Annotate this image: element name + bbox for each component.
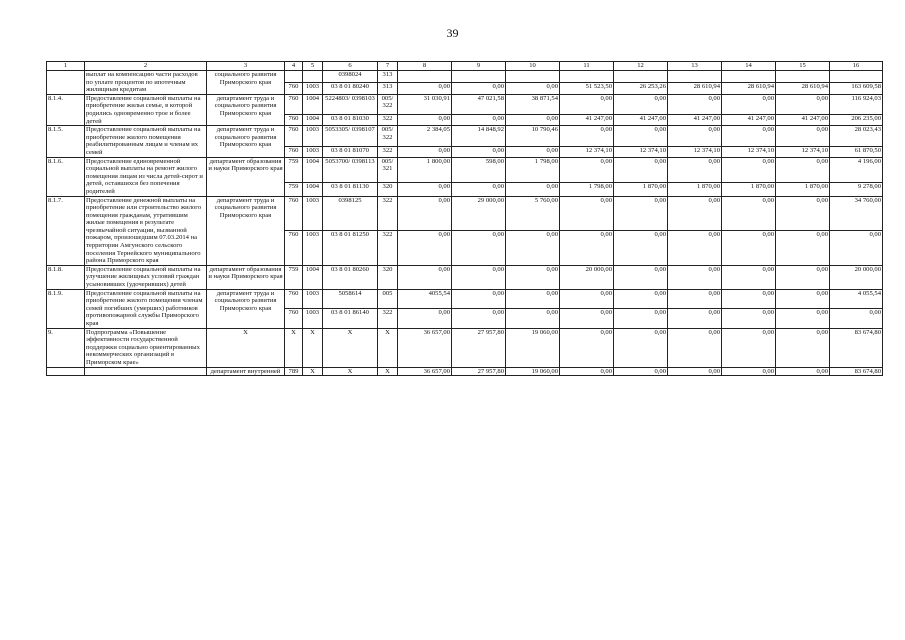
amount-cell: 36 657,00: [398, 328, 452, 367]
amount-cell: 0,00: [452, 82, 506, 94]
header-cell: 12: [614, 62, 668, 71]
amount-cell: 0,00: [398, 309, 452, 328]
amount-cell: 28 023,43: [830, 126, 883, 146]
grbs-code: [285, 71, 303, 83]
amount-cell: 12 374,10: [776, 146, 830, 157]
amount-cell: 0,00: [452, 309, 506, 328]
amount-cell: [830, 71, 883, 83]
amount-cell: [506, 71, 560, 83]
measure-name: Подпрограмма «Повышение эффективности государственной поддержки социально ориентированных некоммерческих организаций в Приморском крае»: [85, 328, 207, 367]
amount-cell: 4 196,00: [830, 157, 883, 182]
executor: департамент труда и социального развития Приморского края: [207, 126, 285, 157]
target-article: 0398024: [323, 71, 378, 83]
expense-type: 005/ 322: [378, 94, 398, 114]
amount-cell: 0,00: [776, 94, 830, 114]
amount-cell: 0,00: [614, 289, 668, 308]
executor: департамент труда и социального развития Приморского края: [207, 289, 285, 328]
table-row: [47, 196, 883, 231]
amount-cell: 10 790,46: [506, 126, 560, 146]
amount-cell: 0,00: [668, 196, 722, 231]
target-article: 5224803/ 0398103: [323, 94, 378, 114]
amount-cell: 83 674,80: [830, 328, 883, 367]
amount-cell: 0,00: [776, 309, 830, 328]
amount-cell: 0,00: [722, 367, 776, 376]
amount-cell: 0,00: [722, 265, 776, 289]
amount-cell: 61 870,50: [830, 146, 883, 157]
expense-type: 322: [378, 146, 398, 157]
amount-cell: 0,00: [830, 309, 883, 328]
amount-cell: 0,00: [722, 328, 776, 367]
amount-cell: 51 523,50: [560, 82, 614, 94]
amount-cell: 0,00: [398, 231, 452, 266]
amount-cell: 27 957,80: [452, 367, 506, 376]
amount-cell: 41 247,00: [722, 115, 776, 126]
header-cell: 11: [560, 62, 614, 71]
section-code: 1003: [303, 126, 323, 146]
amount-cell: 0,00: [506, 82, 560, 94]
row-number: 8.1.6.: [47, 157, 85, 196]
expense-type: 005/ 322: [378, 126, 398, 146]
table-row: [47, 265, 883, 289]
expense-type: 005/ 321: [378, 157, 398, 182]
expense-type: 322: [378, 115, 398, 126]
measure-name: Предоставление единовременной социальной выплаты на ремонт жилого помещения лицам из числа детей-сирот и детей, оставшихся без попечения родителей: [85, 157, 207, 196]
amount-cell: 0,00: [722, 196, 776, 231]
amount-cell: 598,00: [452, 157, 506, 182]
amount-cell: 0,00: [560, 157, 614, 182]
header-cell: 15: [776, 62, 830, 71]
amount-cell: 0,00: [452, 182, 506, 196]
amount-cell: 14 848,92: [452, 126, 506, 146]
amount-cell: 0,00: [776, 328, 830, 367]
measure-name: Предоставление социальной выплаты на улучшение жилищных условий граждан усыновивших (удочеривших) детей: [85, 265, 207, 289]
header-cell: 1: [47, 62, 85, 71]
table-row: [47, 126, 883, 146]
amount-cell: 0,00: [560, 289, 614, 308]
target-article: 5053700/ 0398113: [323, 157, 378, 182]
executor: департамент труда и социального развития Приморского края: [207, 196, 285, 265]
table-row: [47, 328, 883, 367]
section-code: 1004: [303, 265, 323, 289]
amount-cell: 0,00: [668, 309, 722, 328]
amount-cell: 0,00: [776, 157, 830, 182]
amount-cell: 1 870,00: [776, 182, 830, 196]
amount-cell: 19 060,00: [506, 328, 560, 367]
section-code: [303, 71, 323, 83]
measure-name: Предоставление денежной выплаты на приобретение или строительство жилого помещения гражданам, утратившим жилые помещения в результате чрезвычайной ситуации, вызванной пожаром, произошедшим 07.03.2014 на территории Амгунского сельского поселения Тернейского муниципального района Приморского края: [85, 196, 207, 265]
amount-cell: 0,00: [398, 196, 452, 231]
amount-cell: [398, 71, 452, 83]
target-article: 03 8 01 81070: [323, 146, 378, 157]
amount-cell: 206 235,00: [830, 115, 883, 126]
amount-cell: 0,00: [560, 126, 614, 146]
amount-cell: 36 657,00: [398, 367, 452, 376]
amount-cell: 0,00: [722, 157, 776, 182]
header-cell: 13: [668, 62, 722, 71]
amount-cell: 0,00: [668, 265, 722, 289]
amount-cell: 0,00: [506, 146, 560, 157]
amount-cell: 2 384,05: [398, 126, 452, 146]
amount-cell: 0,00: [452, 115, 506, 126]
expense-type: 005: [378, 289, 398, 308]
amount-cell: 28 610,94: [668, 82, 722, 94]
measure-name: выплат на компенсацию части расходов по уплате процентов по ипотечным жилищным кредитам: [85, 71, 207, 95]
expense-type: X: [378, 328, 398, 367]
grbs-code: 760: [285, 309, 303, 328]
amount-cell: 0,00: [398, 146, 452, 157]
header-row: [47, 62, 883, 71]
budget-table: [46, 61, 883, 376]
row-number: 9.: [47, 328, 85, 367]
amount-cell: 0,00: [614, 94, 668, 114]
amount-cell: 1 870,00: [668, 182, 722, 196]
amount-cell: 12 374,10: [614, 146, 668, 157]
amount-cell: 0,00: [776, 196, 830, 231]
table-row: [47, 71, 883, 83]
amount-cell: 5 760,00: [506, 196, 560, 231]
amount-cell: 1 870,00: [722, 182, 776, 196]
amount-cell: 0,00: [830, 231, 883, 266]
amount-cell: 1 870,00: [614, 182, 668, 196]
amount-cell: 0,00: [776, 265, 830, 289]
amount-cell: 0,00: [614, 367, 668, 376]
amount-cell: 0,00: [506, 182, 560, 196]
amount-cell: 0,00: [560, 309, 614, 328]
header-cell: 9: [452, 62, 506, 71]
amount-cell: 0,00: [668, 231, 722, 266]
amount-cell: 0,00: [722, 126, 776, 146]
target-article: 03 8 01 80240: [323, 82, 378, 94]
amount-cell: [668, 71, 722, 83]
amount-cell: 0,00: [506, 115, 560, 126]
amount-cell: 4055,54: [398, 289, 452, 308]
amount-cell: 0,00: [506, 289, 560, 308]
amount-cell: [776, 71, 830, 83]
amount-cell: [614, 71, 668, 83]
amount-cell: 28 610,94: [722, 82, 776, 94]
amount-cell: 1 798,00: [506, 157, 560, 182]
amount-cell: 47 021,58: [452, 94, 506, 114]
amount-cell: 27 957,80: [452, 328, 506, 367]
amount-cell: 0,00: [776, 367, 830, 376]
expense-type: 322: [378, 309, 398, 328]
row-number: 8.1.9.: [47, 289, 85, 328]
amount-cell: 12 374,10: [560, 146, 614, 157]
expense-type: 320: [378, 182, 398, 196]
amount-cell: 0,00: [614, 309, 668, 328]
amount-cell: 9 278,00: [830, 182, 883, 196]
amount-cell: 0,00: [560, 367, 614, 376]
amount-cell: 26 253,26: [614, 82, 668, 94]
amount-cell: 0,00: [560, 328, 614, 367]
row-number: 8.1.7.: [47, 196, 85, 265]
amount-cell: 0,00: [398, 82, 452, 94]
executor: департамент внутренней: [207, 367, 285, 376]
grbs-code: 759: [285, 157, 303, 182]
section-code: 1003: [303, 289, 323, 308]
amount-cell: 0,00: [668, 157, 722, 182]
amount-cell: 0,00: [560, 94, 614, 114]
amount-cell: 0,00: [722, 94, 776, 114]
page-number: 39: [446, 26, 459, 40]
header-cell: 3: [207, 62, 285, 71]
executor: департамент образования и науки Приморского края: [207, 157, 285, 196]
row-number: 8.1.8.: [47, 265, 85, 289]
amount-cell: 4 055,54: [830, 289, 883, 308]
amount-cell: 28 610,94: [776, 82, 830, 94]
amount-cell: 0,00: [560, 231, 614, 266]
amount-cell: 0,00: [560, 196, 614, 231]
section-code: 1003: [303, 196, 323, 231]
amount-cell: 0,00: [398, 115, 452, 126]
section-code: 1003: [303, 231, 323, 266]
section-code: 1003: [303, 309, 323, 328]
amount-cell: 83 674,80: [830, 367, 883, 376]
executor: социального развития Приморского края: [207, 71, 285, 95]
target-article: 03 8 01 81130: [323, 182, 378, 196]
header-cell: 2: [85, 62, 207, 71]
section-code: X: [303, 367, 323, 376]
table-row: [47, 367, 883, 376]
amount-cell: 0,00: [506, 231, 560, 266]
executor: X: [207, 328, 285, 367]
amount-cell: 31 030,91: [398, 94, 452, 114]
executor: департамент труда и социального развития Приморского края: [207, 94, 285, 125]
target-article: 03 8 01 80260: [323, 265, 378, 289]
grbs-code: 760: [285, 115, 303, 126]
row-number: [47, 367, 85, 376]
amount-cell: 41 247,00: [776, 115, 830, 126]
grbs-code: 789: [285, 367, 303, 376]
measure-name: [85, 367, 207, 376]
header-cell: 14: [722, 62, 776, 71]
section-code: 1004: [303, 115, 323, 126]
grbs-code: 760: [285, 289, 303, 308]
amount-cell: 0,00: [452, 265, 506, 289]
amount-cell: 0,00: [668, 289, 722, 308]
amount-cell: 34 760,00: [830, 196, 883, 231]
amount-cell: [452, 71, 506, 83]
measure-name: Предоставление социальной выплаты на приобретение жилого помещения членам семей погибших (умерших) работников противопожарной службы Приморского края: [85, 289, 207, 328]
target-article: 5053305/ 0398107: [323, 126, 378, 146]
amount-cell: 12 374,10: [722, 146, 776, 157]
amount-cell: 0,00: [722, 231, 776, 266]
grbs-code: 760: [285, 126, 303, 146]
table-row: [47, 157, 883, 182]
section-code: 1004: [303, 157, 323, 182]
measure-name: Предоставление социальной выплаты на приобретение жилья семье, в которой родились одновременно трое и более детей: [85, 94, 207, 125]
amount-cell: 0,00: [614, 328, 668, 367]
amount-cell: 0,00: [614, 265, 668, 289]
amount-cell: 1 798,00: [560, 182, 614, 196]
amount-cell: 20 000,00: [830, 265, 883, 289]
amount-cell: 0,00: [614, 231, 668, 266]
measure-name: Предоставление социальной выплаты на приобретение жилого помещения реабилитированным лицам и членам их семей: [85, 126, 207, 157]
header-cell: 6: [323, 62, 378, 71]
section-code: 1004: [303, 182, 323, 196]
amount-cell: 0,00: [776, 289, 830, 308]
table-row: [47, 94, 883, 114]
amount-cell: 0,00: [722, 309, 776, 328]
row-number: [47, 71, 85, 95]
amount-cell: 163 609,58: [830, 82, 883, 94]
row-number: 8.1.4.: [47, 94, 85, 125]
expense-type: 322: [378, 231, 398, 266]
amount-cell: 0,00: [506, 265, 560, 289]
grbs-code: X: [285, 328, 303, 367]
amount-cell: [560, 71, 614, 83]
section-code: X: [303, 328, 323, 367]
target-article: 03 8 01 81030: [323, 115, 378, 126]
amount-cell: 38 871,54: [506, 94, 560, 114]
amount-cell: 0,00: [614, 126, 668, 146]
header-cell: 7: [378, 62, 398, 71]
row-number: 8.1.5.: [47, 126, 85, 157]
expense-type: X: [378, 367, 398, 376]
expense-type: 322: [378, 196, 398, 231]
table-row: [47, 289, 883, 308]
amount-cell: 0,00: [452, 289, 506, 308]
amount-cell: 0,00: [614, 196, 668, 231]
grbs-code: 760: [285, 82, 303, 94]
amount-cell: 1 800,00: [398, 157, 452, 182]
executor: департамент образования и науки Приморского края: [207, 265, 285, 289]
amount-cell: 0,00: [614, 157, 668, 182]
expense-type: 313: [378, 82, 398, 94]
grbs-code: 760: [285, 146, 303, 157]
amount-cell: 0,00: [668, 94, 722, 114]
amount-cell: 0,00: [398, 265, 452, 289]
header-cell: 5: [303, 62, 323, 71]
section-code: 1003: [303, 146, 323, 157]
section-code: 1003: [303, 82, 323, 94]
amount-cell: 41 247,00: [560, 115, 614, 126]
amount-cell: 41 247,00: [614, 115, 668, 126]
amount-cell: 116 924,03: [830, 94, 883, 114]
grbs-code: 759: [285, 265, 303, 289]
amount-cell: 0,00: [506, 309, 560, 328]
amount-cell: [722, 71, 776, 83]
amount-cell: 0,00: [776, 231, 830, 266]
amount-cell: 20 000,00: [560, 265, 614, 289]
header-cell: 10: [506, 62, 560, 71]
amount-cell: 0,00: [452, 231, 506, 266]
header-cell: 4: [285, 62, 303, 71]
amount-cell: 12 374,10: [668, 146, 722, 157]
target-article: 5058614: [323, 289, 378, 308]
amount-cell: 0,00: [668, 367, 722, 376]
amount-cell: 0,00: [398, 182, 452, 196]
target-article: 03 8 01 86140: [323, 309, 378, 328]
expense-type: 320: [378, 265, 398, 289]
grbs-code: 760: [285, 231, 303, 266]
amount-cell: 19 060,00: [506, 367, 560, 376]
amount-cell: 0,00: [776, 126, 830, 146]
target-article: 03 8 01 81250: [323, 231, 378, 266]
expense-type: 313: [378, 71, 398, 83]
header-cell: 16: [830, 62, 883, 71]
amount-cell: 29 000,00: [452, 196, 506, 231]
amount-cell: 41 247,00: [668, 115, 722, 126]
header-cell: 8: [398, 62, 452, 71]
section-code: 1004: [303, 94, 323, 114]
target-article: X: [323, 367, 378, 376]
amount-cell: 0,00: [668, 328, 722, 367]
amount-cell: 0,00: [452, 146, 506, 157]
amount-cell: 0,00: [722, 289, 776, 308]
grbs-code: 759: [285, 182, 303, 196]
target-article: 0398125: [323, 196, 378, 231]
grbs-code: 760: [285, 196, 303, 231]
target-article: X: [323, 328, 378, 367]
amount-cell: 0,00: [668, 126, 722, 146]
grbs-code: 760: [285, 94, 303, 114]
